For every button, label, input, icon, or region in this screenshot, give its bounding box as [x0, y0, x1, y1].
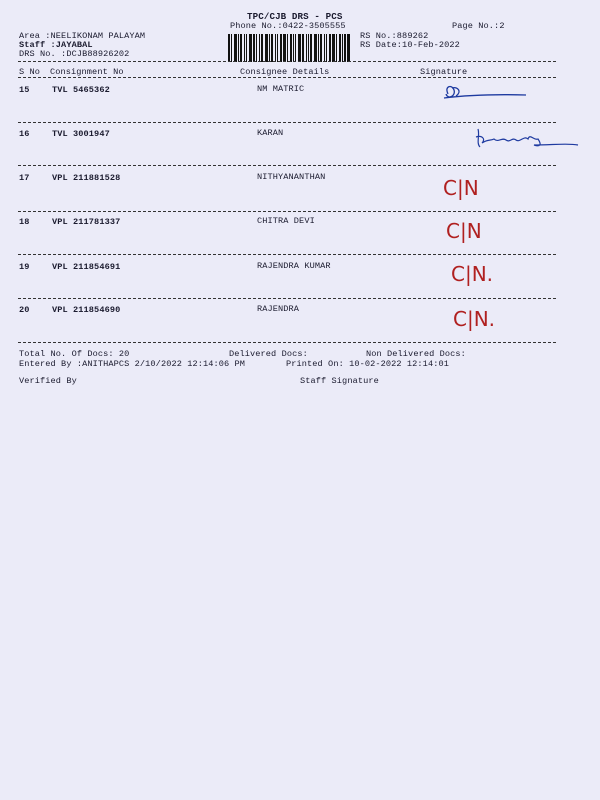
row-consignee: RAJENDRA KUMAR [257, 261, 331, 271]
rs-number: RS No.:889262 [360, 31, 429, 41]
printed-on: Printed On: 10-02-2022 12:14:01 [286, 359, 449, 369]
divider [18, 165, 556, 166]
row-consignment: TVL 3001947 [52, 129, 110, 139]
row-sno: 16 [19, 129, 30, 139]
divider [18, 211, 556, 212]
col-consignment: Consignment No [50, 67, 124, 77]
col-signature: Signature [420, 67, 468, 77]
drs-number: DRS No. :DCJB88926202 [19, 49, 130, 59]
staff-label: Staff :JAYABAL [19, 40, 93, 50]
row-sno: 17 [19, 173, 30, 183]
phone-number: Phone No.:0422-3505555 [230, 21, 346, 31]
non-delivered-docs: Non Delivered Docs: [366, 349, 466, 359]
row-sno: 18 [19, 217, 30, 227]
signature-mark: C|N [446, 219, 482, 243]
staff-signature: Staff Signature [300, 376, 379, 386]
row-consignment: TVL 5465362 [52, 85, 110, 95]
row-sno: 15 [19, 85, 30, 95]
row-consignee: RAJENDRA [257, 304, 300, 314]
divider [18, 298, 556, 299]
row-consignee: NM MATRIC [257, 84, 305, 94]
handwritten-signature [440, 80, 530, 106]
verified-by: Verified By [19, 376, 77, 386]
page-number: Page No.:2 [452, 21, 505, 31]
col-consignee: Consignee Details [240, 67, 330, 77]
row-consignee: CHITRA DEVI [257, 216, 315, 226]
divider [18, 61, 556, 62]
entered-by: Entered By :ANITHAPCS 2/10/2022 12:14:06 PM [19, 359, 246, 369]
signature-mark: C|N [443, 176, 479, 200]
total-docs: Total No. Of Docs: 20 [19, 349, 130, 359]
divider [18, 342, 556, 343]
delivered-docs: Delivered Docs: [229, 349, 308, 359]
divider [18, 254, 556, 255]
barcode [228, 34, 353, 62]
document-title: TPC/CJB DRS - PCS [247, 11, 343, 22]
rs-date: RS Date:10-Feb-2022 [360, 40, 460, 50]
row-consignment: VPL 211781337 [52, 217, 121, 227]
row-consignment: VPL 211854691 [52, 262, 121, 272]
row-consignee: KARAN [257, 128, 284, 138]
row-consignment: VPL 211854690 [52, 305, 121, 315]
col-sno: S No [19, 67, 41, 77]
row-sno: 19 [19, 262, 30, 272]
area-label: Area :NEELIKONAM PALAYAM [19, 31, 146, 41]
row-consignment: VPL 211881528 [52, 173, 121, 183]
divider [18, 77, 556, 78]
row-consignee: NITHYANANTHAN [257, 172, 326, 182]
handwritten-signature [472, 125, 582, 153]
signature-mark: C|N. [453, 307, 496, 331]
signature-mark: C|N. [451, 262, 494, 286]
row-sno: 20 [19, 305, 30, 315]
divider [18, 122, 556, 123]
